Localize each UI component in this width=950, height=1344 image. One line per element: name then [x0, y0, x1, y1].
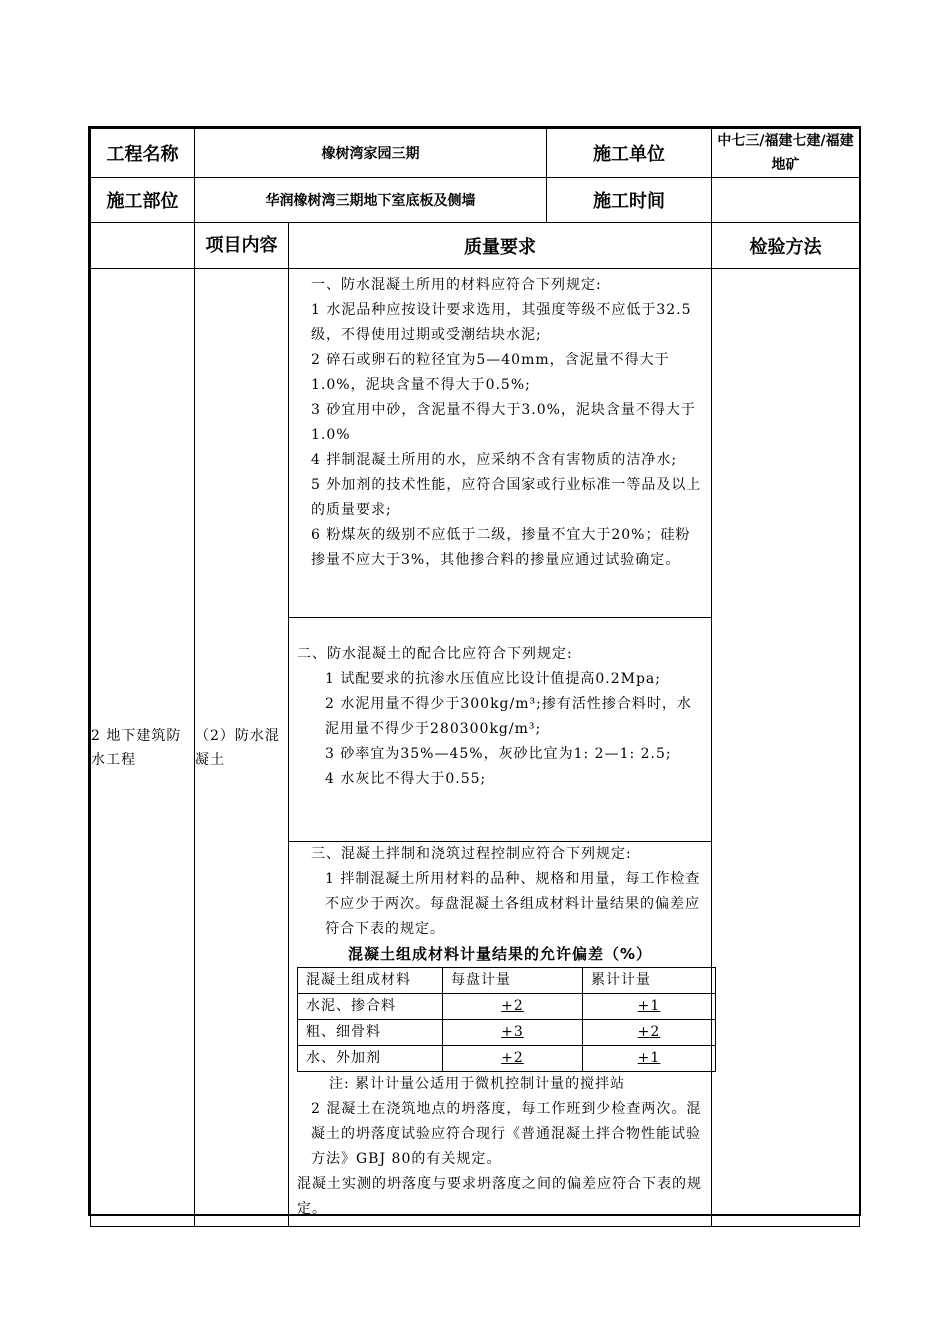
- requirement-item: 1 试配要求的抗渗水压值应比设计值提高0.2Mpa;: [325, 671, 661, 687]
- content-row: [91, 269, 860, 1227]
- requirement-item: 4 水灰比不得大于0.55;: [325, 771, 487, 787]
- requirement-item: 2 水泥用量不得少于300kg/m³;掺有活性掺合料时，水泥用量不得少于280300kg/m³;: [325, 696, 692, 737]
- requirement-item: 1 拌制混凝土所用材料的品种、规格和用量，每工作检查不应少于两次。每盘混凝土各组成材料计量结果的偏差应符合下表的规定。: [325, 871, 701, 937]
- table-title: 混凝土组成材料计量结果的允许偏差（%）: [347, 945, 653, 963]
- section-title: 二、防水混凝土的配合比应符合下列规定:: [297, 646, 573, 662]
- table-cell: 水、外加剂: [298, 1046, 443, 1072]
- construction-part-value: 华润橡树湾三期地下室底板及侧墙: [195, 178, 547, 223]
- requirement-item: 混凝土实测的坍落度与要求坍落度之间的偏差应符合下表的规定。: [297, 1176, 702, 1217]
- construction-part-label: 施工部位: [91, 178, 195, 223]
- item-cell: （2）防水混凝土: [195, 269, 289, 1227]
- table-header-cell: 混凝土组成材料: [298, 968, 443, 994]
- requirement-item: 4 拌制混凝土所用的水，应采纳不含有害物质的洁净水;: [311, 452, 678, 468]
- quality-requirements-header: 质量要求: [289, 223, 712, 269]
- table-row: [298, 1046, 716, 1072]
- requirement-item: 6 粉煤灰的级别不应低于二级，掺量不宜大于20%；硅粉掺量不应大于3%，其他掺合料的掺量应通过试验确定。: [311, 527, 691, 568]
- section-mix-ratio: [289, 618, 711, 842]
- blank-header-cell: [91, 223, 195, 269]
- table-cell: [443, 1020, 583, 1046]
- deviation-table: [297, 967, 716, 1072]
- project-name-value: 橡树湾家园三期: [195, 129, 547, 178]
- deviation-value: +2: [501, 1050, 524, 1066]
- table-header-cell: 累计计量: [583, 968, 716, 994]
- table-note: 注: 累计计量公适用于微机控制计量的搅拌站: [329, 1076, 626, 1092]
- table-cell: [443, 1046, 583, 1072]
- table-cell: [583, 1046, 716, 1072]
- table-cell: 粗、细骨料: [298, 1020, 443, 1046]
- table-cell: [583, 994, 716, 1020]
- requirement-item: 2 混凝土在浇筑地点的坍落度，每工作班到少检查两次。混凝土的坍落度试验应符合现行《普通混凝土拌合物性能试验方法》GBJ 80的有关规定。: [311, 1101, 702, 1167]
- category-cell: 2 地下建筑防水工程: [91, 269, 195, 1227]
- requirement-item: 3 砂宜用中砂，含泥量不得大于3.0%，泥块含量不得大于1.0%: [311, 402, 696, 443]
- table-cell: [583, 1020, 716, 1046]
- inspection-method-cell: [712, 269, 860, 1227]
- deviation-value: +2: [501, 998, 524, 1014]
- deviation-value: +3: [501, 1024, 524, 1040]
- deviation-value: +1: [637, 998, 661, 1014]
- header-row-2: [91, 178, 860, 223]
- table-row: [298, 1020, 716, 1046]
- construction-unit-label: 施工单位: [547, 129, 712, 178]
- section-title: 三、混凝土拌制和浇筑过程控制应符合下列规定:: [311, 846, 632, 862]
- item-content-header: 项目内容: [195, 223, 289, 269]
- section-materials: [289, 269, 711, 618]
- table-header-row: [298, 968, 716, 994]
- quality-requirements-cell: [289, 269, 712, 1227]
- section-mixing-pouring: [289, 842, 711, 1226]
- table-row: [298, 994, 716, 1020]
- inspection-form-table: [90, 128, 860, 1227]
- table-header-cell: 每盘计量: [443, 968, 583, 994]
- column-header-row: [91, 223, 860, 269]
- header-row-1: [91, 129, 860, 178]
- construction-time-value: [712, 178, 860, 223]
- requirement-item: 5 外加剂的技术性能，应符合国家或行业标准一等品及以上的质量要求;: [311, 477, 702, 518]
- construction-unit-value: 中七三/福建七建/福建地矿: [712, 129, 860, 178]
- requirement-item: 2 碎石或卵石的粒径宜为5—40mm，含泥量不得大于1.0%，泥块含量不得大于0.5%;: [311, 352, 670, 393]
- table-cell: 水泥、掺合料: [298, 994, 443, 1020]
- table-cell: [443, 994, 583, 1020]
- requirement-item: 1 水泥品种应按设计要求选用，其强度等级不应低于32.5级，不得使用过期或受潮结块水泥;: [311, 302, 692, 343]
- project-name-label: 工程名称: [91, 129, 195, 178]
- deviation-value: +1: [637, 1050, 661, 1066]
- section-title: 一、防水混凝土所用的材料应符合下列规定:: [311, 277, 602, 293]
- construction-time-label: 施工时间: [547, 178, 712, 223]
- inspection-method-header: 检验方法: [712, 223, 860, 269]
- requirement-item: 3 砂率宜为35%—45%，灰砂比宜为1: 2—1: 2.5;: [325, 746, 672, 762]
- deviation-value: +2: [637, 1024, 661, 1040]
